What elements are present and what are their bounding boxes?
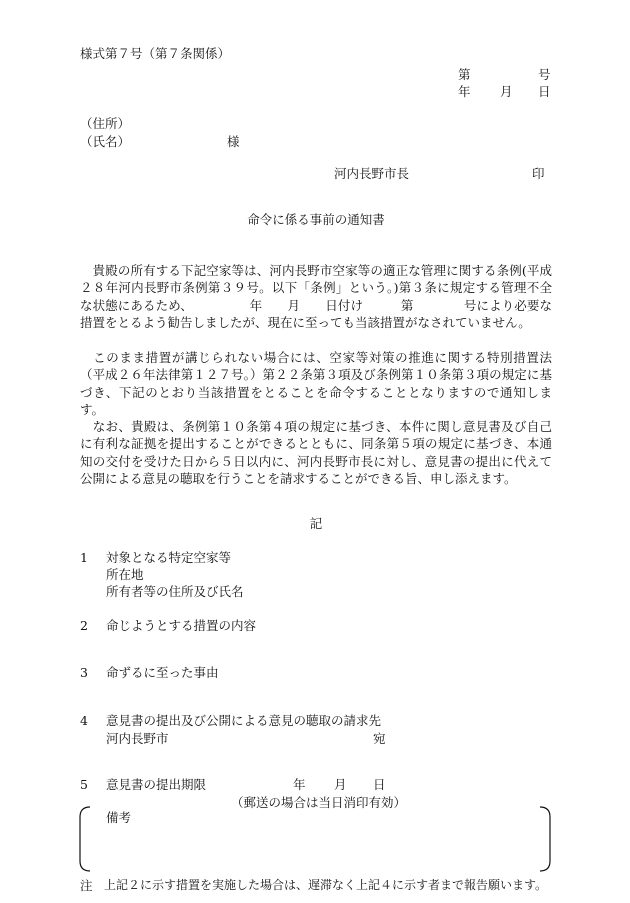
item-1-number: 1 (80, 550, 88, 565)
item-5-day: 日 (373, 777, 386, 792)
doc-date-year: 年 (458, 84, 471, 99)
doc-number-prefix: 第 (458, 67, 471, 82)
item-1-label: 対象となる特定空家等 (106, 550, 232, 565)
body-paragraph-2: このまま措置が講じられない場合には、空家等対策の推進に関する特別措置法（平成２６年法律第１２７号。）第２２条第３項及び条例第１０条第３項の規定に基づき、下記のとおり当該措置をとることを命令することとなりますので通知します。 (80, 350, 552, 418)
item-5-label: 意見書の提出期限 (106, 777, 207, 792)
recipient-address-label: （住所） (80, 116, 131, 131)
item-4-label: 意見書の提出及び公開による意見の聴取の請求先 (106, 713, 382, 728)
recipient-name-label: （氏名） (80, 134, 131, 149)
item-5-number: 5 (80, 777, 88, 792)
item-5-note: （郵送の場合は当日消印有効） (231, 795, 407, 810)
ki-heading: 記 (309, 516, 323, 531)
footnote-mark: 注 (80, 878, 93, 893)
doc-date-day: 日 (538, 84, 551, 99)
document-title: 命令に係る事前の通知書 (247, 212, 385, 227)
item-3-number: 3 (80, 665, 88, 680)
item-2-number: 2 (80, 618, 88, 633)
body-paragraph-1: 貴殿の所有する下記空家等は、河内長野市空家等の適正な管理に関する条例(平成２８年河内長野市条例第３９号。以下「条例」という。)第３条に規定する管理不全な状態にあるため、 年 月 日付け 第 号により必要な措置をとるよう勧告しましたが、現在に至っても当該措置がなされていません。 (80, 263, 552, 331)
remarks-label: 備考 (106, 810, 132, 825)
item-4-number: 4 (80, 713, 88, 728)
remarks-box (78, 806, 552, 872)
body-paragraph-3: なお、貴殿は、条例第１０条第４項の規定に基づき、本件に関し意見書及び自己に有利な証拠を提出することができるとともに、同条第５項の規定に基づき、本通知の交付を受けた日から５日以内に、河内長野市長に対し、意見書の提出に代えて公開による意見の聴取を行うことを請求することができる旨、申し添えます。 (80, 419, 552, 487)
remarks-brackets (78, 806, 552, 872)
item-4-addressee-suffix: 宛 (373, 731, 386, 746)
doc-date-month: 月 (500, 84, 513, 99)
item-2-label: 命じようとする措置の内容 (106, 618, 257, 633)
item-5-month: 月 (334, 777, 347, 792)
item-1-location: 所在地 (106, 567, 144, 582)
item-1-owner: 所有者等の住所及び氏名 (106, 584, 244, 599)
form-id: 様式第７号（第７条関係） (80, 46, 231, 61)
item-5-year: 年 (293, 777, 306, 792)
issuer-name: 河内長野市長 (334, 166, 410, 181)
issuer-seal: 印 (532, 166, 545, 181)
item-4-recipient: 河内長野市 (106, 731, 169, 746)
recipient-honorific: 様 (227, 134, 240, 149)
item-3-label: 命ずるに至った事由 (106, 665, 219, 680)
footnote-text: 上記２に示す措置を実施した場合は、遅滞なく上記４に示す者まで報告願います。 (104, 878, 548, 892)
doc-number-suffix: 号 (538, 67, 551, 82)
